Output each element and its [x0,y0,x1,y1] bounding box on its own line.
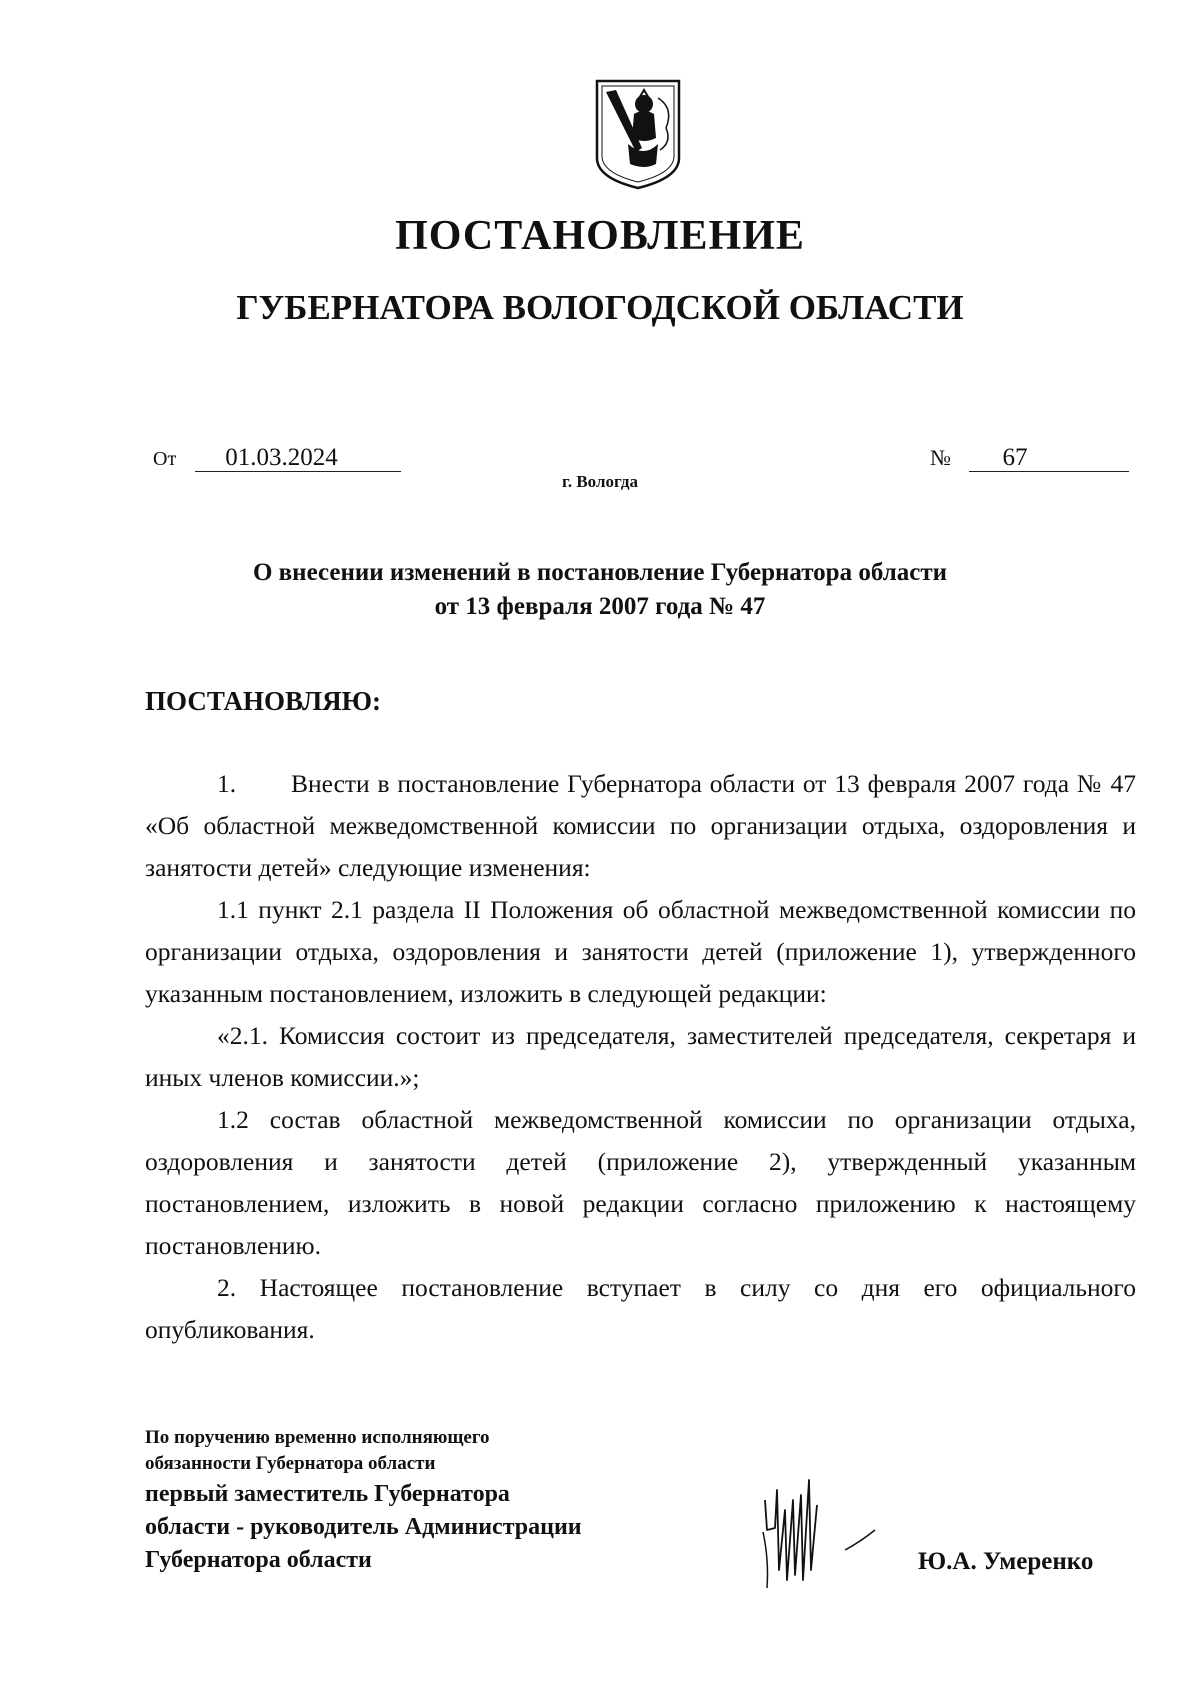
subject-line-1: О внесении изменений в постановление Губернатора области [252,559,948,586]
document-subject [0,556,1200,624]
coat-of-arms-icon [594,78,682,190]
sign-line-3: Губернатора области [145,1547,372,1573]
city-label: г. Вологда [562,472,638,491]
date-label: От [153,448,177,470]
document-subtitle: ГУБЕРНАТОРА ВОЛОГОДСКОЙ ОБЛАСТИ [236,288,964,327]
paragraph-2: 2. Настоящее постановление вступает в силу со дня его официального опубликования. [145,1273,1136,1344]
handwritten-signature [755,1470,905,1600]
date-value: 01.03.2024 [195,445,401,472]
sign-line-small-2: обязанности Губернатора области [145,1453,436,1474]
signer-name: Ю.А. Умеренко [918,1548,1094,1575]
sign-line-small-1: По поручению временно исполняющего [145,1427,490,1448]
subject-line-2: от 13 февраля 2007 года № 47 [434,593,766,620]
document-body [145,763,1136,1351]
number-row [930,445,1129,472]
number-label: № [930,445,951,470]
decree-heading: ПОСТАНОВЛЯЮ: [145,686,381,716]
sign-line-2: области - руководитель Администрации [145,1514,582,1540]
paragraph-1: 1. Внести в постановление Губернатора области от 13 февраля 2007 года № 47 «Об областной межведомственной комиссии по организации отдыха, оздоровления и занятости детей» следующие изменения: [145,769,1136,882]
sign-line-1: первый заместитель Губернатора [145,1481,510,1507]
paragraph-1-1: 1.1 пункт 2.1 раздела II Положения об областной межведомственной комиссии по организации отдыха, оздоровления и занятости детей (приложение 1), утвержденного указанным постановлением, изложить в следующей редакции: [145,895,1136,1008]
document-title: ПОСТАНОВЛЕНИЕ [395,213,805,259]
paragraph-1-2: 1.2 состав областной межведомственной комиссии по организации отдыха, оздоровления и занятости детей (приложение 2), утвержденный указанным постановлением, изложить в новой редакции согласно приложению к настоящему постановлению. [145,1105,1136,1260]
date-row [153,445,401,472]
number-value: 67 [969,445,1129,472]
signature-block [145,1425,705,1576]
paragraph-quote: «2.1. Комиссия состоит из председателя, заместителей председателя, секретаря и иных членов комиссии.»; [145,1021,1136,1092]
